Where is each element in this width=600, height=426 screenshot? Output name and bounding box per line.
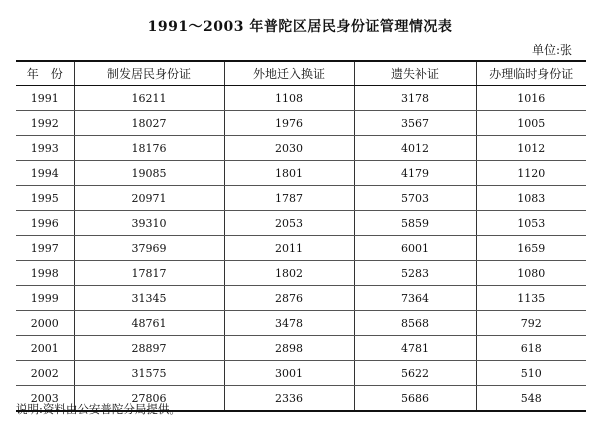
table-row bbox=[16, 136, 586, 161]
cell-temporary-cards: 792 bbox=[476, 311, 586, 336]
cell-temporary-cards: 1053 bbox=[476, 211, 586, 236]
table-body bbox=[16, 86, 586, 412]
table-row bbox=[16, 311, 586, 336]
table-row bbox=[16, 111, 586, 136]
cell-lost-replacement: 5622 bbox=[354, 361, 476, 386]
cell-year: 1994 bbox=[16, 161, 74, 186]
cell-transfer-exchange: 1108 bbox=[224, 86, 354, 111]
cell-transfer-exchange: 2336 bbox=[224, 386, 354, 412]
cell-temporary-cards: 1659 bbox=[476, 236, 586, 261]
header-temporary-cards: 办理临时身份证 bbox=[476, 61, 586, 86]
cell-year: 1993 bbox=[16, 136, 74, 161]
cell-year: 1996 bbox=[16, 211, 74, 236]
cell-issued-cards: 27806 bbox=[74, 386, 224, 412]
cell-issued-cards: 48761 bbox=[74, 311, 224, 336]
cell-transfer-exchange: 1787 bbox=[224, 186, 354, 211]
cell-lost-replacement: 5283 bbox=[354, 261, 476, 286]
cell-year: 2003 bbox=[16, 386, 74, 412]
header-year: 年 份 bbox=[16, 61, 74, 86]
cell-issued-cards: 19085 bbox=[74, 161, 224, 186]
cell-temporary-cards: 1016 bbox=[476, 86, 586, 111]
cell-issued-cards: 17817 bbox=[74, 261, 224, 286]
page-title: 1991～2003 年普陀区居民身份证管理情况表 bbox=[147, 19, 453, 35]
header-issued-cards: 制发居民身份证 bbox=[74, 61, 224, 86]
cell-lost-replacement: 8568 bbox=[354, 311, 476, 336]
cell-year: 2000 bbox=[16, 311, 74, 336]
cell-issued-cards: 37969 bbox=[74, 236, 224, 261]
cell-issued-cards: 31345 bbox=[74, 286, 224, 311]
id-card-table bbox=[16, 60, 586, 412]
source-note: 说明:资料由公安普陀分局提供。 bbox=[16, 402, 181, 416]
cell-issued-cards: 20971 bbox=[74, 186, 224, 211]
cell-temporary-cards: 1083 bbox=[476, 186, 586, 211]
table-header-row bbox=[16, 61, 586, 86]
cell-lost-replacement: 5859 bbox=[354, 211, 476, 236]
table-row bbox=[16, 236, 586, 261]
cell-year: 1995 bbox=[16, 186, 74, 211]
header-transfer-exchange: 外地迁入换证 bbox=[224, 61, 354, 86]
cell-issued-cards: 18176 bbox=[74, 136, 224, 161]
cell-transfer-exchange: 1802 bbox=[224, 261, 354, 286]
cell-temporary-cards: 618 bbox=[476, 336, 586, 361]
cell-year: 1992 bbox=[16, 111, 74, 136]
table-row bbox=[16, 211, 586, 236]
cell-transfer-exchange: 1801 bbox=[224, 161, 354, 186]
cell-transfer-exchange: 2876 bbox=[224, 286, 354, 311]
table-row bbox=[16, 336, 586, 361]
cell-temporary-cards: 1135 bbox=[476, 286, 586, 311]
cell-transfer-exchange: 2030 bbox=[224, 136, 354, 161]
cell-transfer-exchange: 3001 bbox=[224, 361, 354, 386]
table-row bbox=[16, 86, 586, 111]
table-row bbox=[16, 161, 586, 186]
header-lost-replacement: 遗失补证 bbox=[354, 61, 476, 86]
table-row bbox=[16, 186, 586, 211]
cell-year: 1991 bbox=[16, 86, 74, 111]
cell-year: 1997 bbox=[16, 236, 74, 261]
cell-transfer-exchange: 1976 bbox=[224, 111, 354, 136]
cell-issued-cards: 28897 bbox=[74, 336, 224, 361]
cell-year: 1999 bbox=[16, 286, 74, 311]
cell-lost-replacement: 3178 bbox=[354, 86, 476, 111]
cell-lost-replacement: 7364 bbox=[354, 286, 476, 311]
table-row bbox=[16, 361, 586, 386]
cell-issued-cards: 31575 bbox=[74, 361, 224, 386]
cell-issued-cards: 39310 bbox=[74, 211, 224, 236]
cell-issued-cards: 16211 bbox=[74, 86, 224, 111]
cell-year: 2002 bbox=[16, 361, 74, 386]
cell-temporary-cards: 1005 bbox=[476, 111, 586, 136]
cell-lost-replacement: 4781 bbox=[354, 336, 476, 361]
cell-transfer-exchange: 2011 bbox=[224, 236, 354, 261]
cell-temporary-cards: 548 bbox=[476, 386, 586, 412]
cell-lost-replacement: 5686 bbox=[354, 386, 476, 412]
cell-temporary-cards: 510 bbox=[476, 361, 586, 386]
cell-year: 2001 bbox=[16, 336, 74, 361]
cell-lost-replacement: 4179 bbox=[354, 161, 476, 186]
cell-transfer-exchange: 2053 bbox=[224, 211, 354, 236]
cell-lost-replacement: 6001 bbox=[354, 236, 476, 261]
unit-label: 单位:张 bbox=[531, 43, 572, 57]
cell-transfer-exchange: 2898 bbox=[224, 336, 354, 361]
cell-issued-cards: 18027 bbox=[74, 111, 224, 136]
cell-temporary-cards: 1120 bbox=[476, 161, 586, 186]
table-row bbox=[16, 261, 586, 286]
cell-temporary-cards: 1012 bbox=[476, 136, 586, 161]
cell-lost-replacement: 3567 bbox=[354, 111, 476, 136]
cell-year: 1998 bbox=[16, 261, 74, 286]
cell-transfer-exchange: 3478 bbox=[224, 311, 354, 336]
cell-lost-replacement: 4012 bbox=[354, 136, 476, 161]
table-row bbox=[16, 286, 586, 311]
cell-temporary-cards: 1080 bbox=[476, 261, 586, 286]
cell-lost-replacement: 5703 bbox=[354, 186, 476, 211]
